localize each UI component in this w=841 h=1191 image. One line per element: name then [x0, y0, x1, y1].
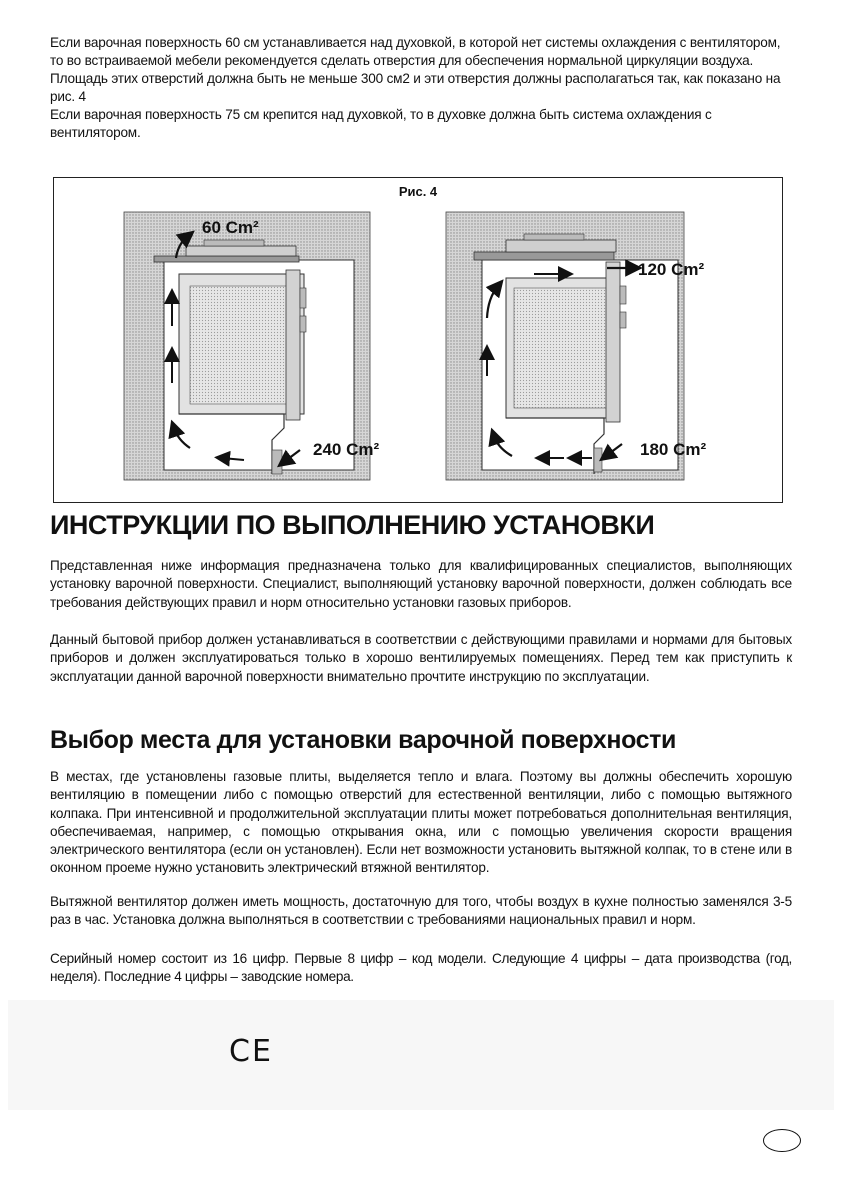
- intro-paragraph-1: Если варочная поверхность 60 см устанавливается над духовкой, в которой нет системы охлаждения с вентилятором, то во встраиваемой мебели рекомендуется сделать отверстия для обеспечения нормальной циркуляции воздуха.: [50, 35, 781, 68]
- intro-block: [50, 34, 792, 142]
- installation-paragraph-1: Представленная ниже информация предназначена только для квалифицированных специалистов, выполняющих установку варочной поверхности. Специалист, выполняющий установку варочной поверхности, должен соблюдать все требования действующих правил и норм относительно установки газовых приборов.: [50, 558, 792, 610]
- section-heading-installation: ИНСТРУКЦИИ ПО ВЫПОЛНЕНИЮ УСТАНОВКИ: [50, 510, 655, 540]
- label-120cm: 120 Cm²: [638, 260, 705, 279]
- placement-paragraph-2: Вытяжной вентилятор должен иметь мощность, достаточную для того, чтобы воздух в кухне полностью заменялся 3-5 раз в час. Установка должна выполняться в соответствии с требованиями национальных правил и норм.: [50, 894, 792, 928]
- label-180cm: 180 Cm²: [640, 440, 707, 459]
- ce-mark: CE: [229, 1034, 273, 1069]
- intro-paragraph-3: Если варочная поверхность 75 см крепится над духовкой, то в духовке должна быть система охлаждения с вентилятором.: [50, 107, 712, 140]
- installation-paragraph-2: Данный бытовой прибор должен устанавливаться в соответствии с действующими правилами и нормами для бытовых приборов и должен эксплуатироваться только в хорошо вентилируемых помещениях. Перед тем как приступить к эксплуатации данной варочной поверхности внимательно прочтите инструкцию по эксплуатации.: [50, 632, 792, 684]
- label-240cm: 240 Cm²: [313, 440, 380, 459]
- label-60cm: 60 Cm²: [202, 218, 259, 237]
- ventilation-diagram: [54, 178, 782, 502]
- section-heading-placement: Выбор места для установки варочной поверхности: [50, 726, 676, 754]
- intro-paragraph-2: Площадь этих отверстий должна быть не меньше 300 см2 и эти отверстия должны располагаться так, как показано на рис. 4: [50, 71, 781, 104]
- figure-caption: Рис. 4: [398, 184, 438, 199]
- placement-paragraph-1: В местах, где установлены газовые плиты, выделяется тепло и влага. Поэтому вы должны обеспечить хорошую вентиляцию в помещении либо с помощью отверстий для естественной вентиляции, либо с помощью вытяжного колпака. При интенсивной и продолжительной эксплуатации плиты может потребоваться дополнительная вентиляция, обеспечиваемая, например, с помощью открывания окна, или с помощью увеличения скорости вращения электрического вентилятора (если он установлен). Если нет возможности установить вытяжной колпак, то в стене или в оконном проеме нужно установить электрический втяжной вентилятор.: [50, 769, 792, 876]
- language-oval-icon: [763, 1129, 801, 1152]
- serial-number-paragraph: Серийный номер состоит из 16 цифр. Первые 8 цифр – код модели. Следующие 4 цифры – дата производства (год, неделя). Последние 4 цифры – заводские номера.: [50, 951, 792, 985]
- page-shading: [8, 1000, 834, 1110]
- figure-4: [53, 177, 783, 503]
